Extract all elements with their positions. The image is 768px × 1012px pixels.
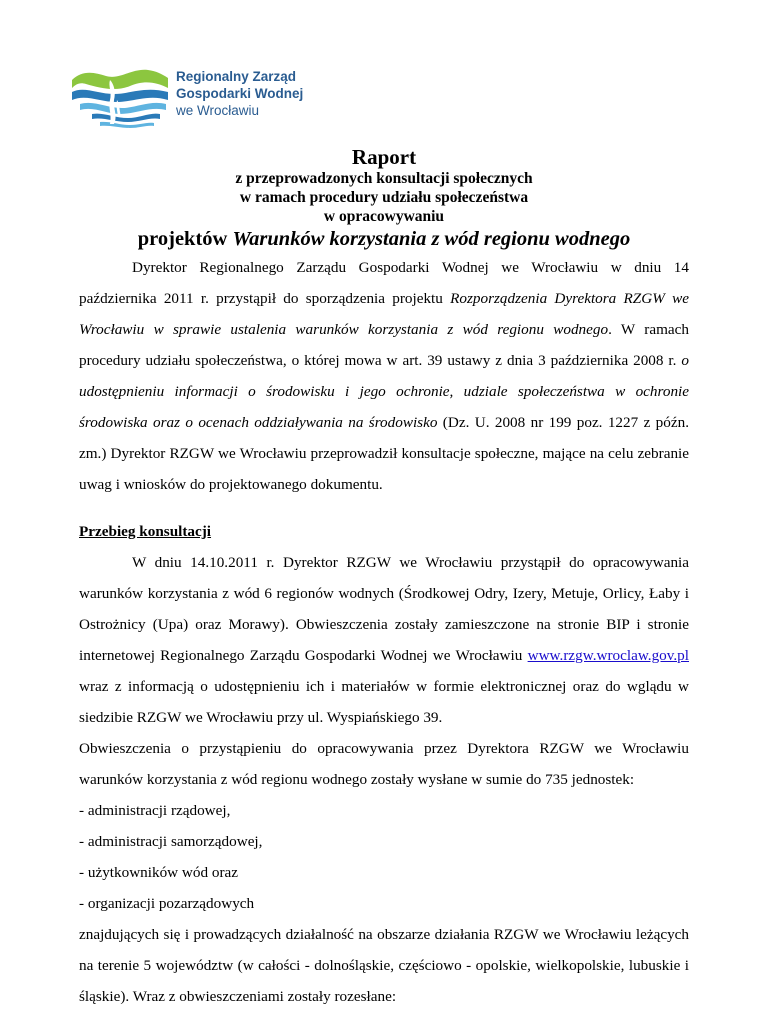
list-item: - organizacji pozarządowych [79, 895, 255, 912]
section-paragraph-3: znajdujących się i prowadzących działalność na obszarze działania RZGW we Wrocławiu leżących na terenie 5 województw (w całości - dolnośląskie, częściowo - opolskie, wielkopolskie, lubuskie i śląskie). Wraz z obwieszczeniami zostały rozesłane: [79, 926, 689, 1005]
subtitle-line-3: w opracowywaniu [323, 208, 445, 225]
rzgw-website-link[interactable]: www.rzgw.wroclaw.gov.pl [527, 647, 689, 664]
logo-line-1: Regionalny Zarząd [176, 69, 297, 84]
intro-text-1: Dyrektor Regionalnego Zarządu Gospodarki Wodnej we Wrocławiu w dniu 14 października 2011 r. przystąpił do sporządzenia projektu [79, 259, 689, 307]
logo-line-3: we Wrocławiu [176, 103, 260, 118]
intro-text-3: (Dz. U. 2008 nr 199 poz. 1227 z późn. zm.) Dyrektor RZGW we Wrocławiu przeprowadził konsultacje społeczne, mające na celu zebranie uwag i wniosków do projektowanego dokumentu. [79, 414, 690, 493]
section-paragraph-1 [79, 547, 689, 733]
intro-italic-2: o udostępnieniu informacji o środowisku i jego ochronie, udziale społeczeństwa w ochronie środowiska oraz o ocenach oddziaływania na środowisko [79, 352, 689, 431]
list-item: - administracji samorządowej, [79, 833, 263, 850]
document-title: Raport [351, 145, 417, 169]
project-title-italic: Warunków korzystania z wód regionu wodnego [232, 228, 631, 250]
document-header [0, 145, 768, 252]
subtitle-line-2: w ramach procedury udziału społeczeństwa [239, 189, 529, 206]
rzgw-logo [70, 66, 320, 128]
intro-text-2: . W ramach procedury udziału społeczeństwa, o której mowa w art. 39 ustawy z dnia 3 października 2008 r. [79, 321, 689, 369]
list-item: - administracji rządowej, [79, 802, 231, 819]
subtitle-line-1: z przeprowadzonych konsultacji społecznych [235, 170, 533, 187]
section-p1-after-link: wraz z informacją o udostępnieniu ich i materiałów w formie elektronicznej oraz do wglądu w siedzibie RZGW we Wrocławiu przy ul. Wyspiańskiego 39. [79, 678, 689, 726]
section-paragraph-2: Obwieszczenia o przystąpieniu do opracowywania przez Dyrektora RZGW we Wrocławiu warunków korzystania z wód regionu wodnego zostały wysłane w sumie do 735 jednostek: [79, 740, 689, 788]
rzgw-logo-icon [70, 66, 170, 128]
list-item: - użytkowników wód oraz [79, 864, 239, 881]
section-title: Przebieg konsultacji [79, 523, 212, 540]
logo-line-2: Gospodarki Wodnej [176, 86, 304, 101]
document-body [79, 252, 689, 1012]
intro-paragraph [79, 252, 689, 500]
intro-italic-1: Rozporządzenia Dyrektora RZGW we Wrocławiu w sprawie ustalenia warunków korzystania z wód regionu wodnego [79, 290, 689, 338]
project-title [0, 226, 768, 252]
project-title-prefix: projektów [137, 228, 233, 250]
section-p1-text: W dniu 14.10.2011 r. Dyrektor RZGW we Wrocławiu przystąpił do opracowywania warunków korzystania z wód 6 regionów wodnych (Środkowej Odry, Izery, Metuje, Orlicy, Łaby i Ostrożnicy (Upa) oraz Morawy). Obwieszczenia zostały zamieszczone na stronie BIP i stronie internetowej Regionalnego Zarządu Gospodarki Wodnej we Wrocławiu [79, 554, 689, 664]
